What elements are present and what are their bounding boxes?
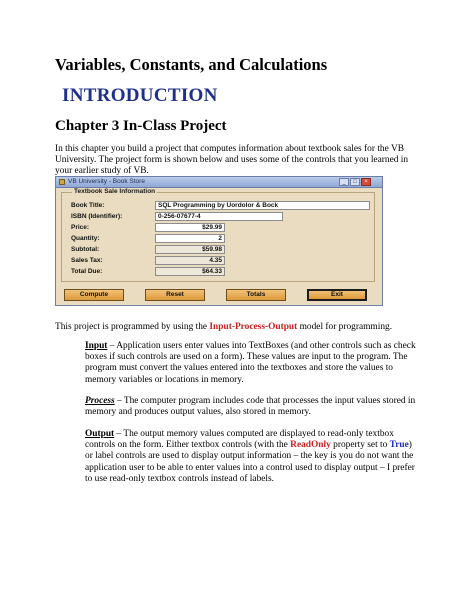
model-sentence bbox=[55, 322, 392, 333]
output-line2-pre: controls on the form. Either textbox controls (with the bbox=[85, 440, 291, 451]
readonly-keyword: ReadOnly bbox=[290, 440, 331, 451]
process-paragraph bbox=[85, 396, 415, 418]
group-caption: Textbook Sale Information bbox=[74, 188, 156, 195]
output-term: Output bbox=[85, 429, 115, 439]
input-line: memory variables or locations in memory. bbox=[85, 374, 244, 385]
subtotal-label: Subtotal: bbox=[71, 246, 100, 253]
form-window-title: VB University - Book Store bbox=[68, 178, 145, 185]
compute-button: Compute bbox=[64, 289, 124, 301]
intro-line: University. The project form is shown below and uses some of the controls that you learned in bbox=[55, 155, 409, 166]
input-term: Input bbox=[85, 341, 108, 351]
process-line1-rest: – The computer program includes code that processes the input values stored in bbox=[114, 396, 416, 406]
output-line2-mid: property set to bbox=[330, 440, 390, 451]
output-line: application user to be able to enter values into a control used to display output – I prefer bbox=[85, 462, 415, 473]
output-line1-rest: – The output memory values computed are displayed to read-only textbox bbox=[114, 429, 394, 439]
price-textbox: $29.99 bbox=[155, 223, 225, 232]
model-pre: This project is programmed by using the bbox=[55, 322, 210, 332]
price-label: Price: bbox=[71, 224, 90, 231]
isbn-textbox: 0-256-07677-4 bbox=[155, 212, 283, 221]
intro-paragraph bbox=[55, 144, 430, 178]
model-post: model for programming. bbox=[297, 322, 393, 332]
quantity-label: Quantity: bbox=[71, 235, 100, 242]
isbn-label: ISBN (Identifier): bbox=[71, 213, 123, 220]
total-due-label: Total Due: bbox=[71, 268, 103, 275]
sales-tax-label: Sales Tax: bbox=[71, 257, 103, 264]
document-heading: Variables, Constants, and Calculations bbox=[55, 55, 328, 74]
maximize-icon: □ bbox=[350, 178, 360, 186]
book-title-textbox: SQL Programming by Uordolor & Bock bbox=[155, 201, 370, 210]
output-line bbox=[85, 440, 415, 451]
output-line bbox=[85, 429, 415, 440]
model-line bbox=[55, 322, 392, 333]
output-paragraph bbox=[85, 429, 415, 485]
book-title-label: Book Title: bbox=[71, 202, 105, 209]
intro-line: In this chapter you build a project that computes information about textbook sales for the VB bbox=[55, 144, 404, 154]
input-paragraph bbox=[85, 341, 416, 386]
input-line1-rest: – Application users enter values into TextBoxes (and other controls such as check bbox=[107, 341, 416, 351]
model-term: Input-Process-Output bbox=[209, 322, 298, 332]
output-line: or label controls are used to display output information – the key is you do not want the bbox=[85, 451, 414, 462]
subtotal-textbox: $59.98 bbox=[155, 245, 225, 254]
process-line bbox=[85, 396, 415, 407]
totals-button: Totals bbox=[226, 289, 286, 301]
process-line: memory and produces output values, also stored in memory. bbox=[85, 407, 311, 418]
form-title-bar bbox=[56, 177, 382, 188]
close-icon: × bbox=[361, 178, 371, 186]
exit-button: Exit bbox=[307, 289, 367, 301]
input-line: boxes if such controls are used on a form). These values are input to the program. The bbox=[85, 352, 408, 363]
app-icon bbox=[59, 179, 65, 185]
reset-button: Reset bbox=[145, 289, 205, 301]
output-line2-post: ) bbox=[408, 440, 412, 451]
output-line: to use read-only textbox controls instead of labels. bbox=[85, 473, 275, 484]
total-due-textbox: $64.33 bbox=[155, 267, 225, 276]
input-line bbox=[85, 341, 416, 352]
process-term: Process bbox=[85, 396, 115, 406]
sales-tax-textbox: 4.35 bbox=[155, 256, 225, 265]
quantity-textbox: 2 bbox=[155, 234, 225, 243]
true-keyword: True bbox=[389, 440, 409, 451]
section-heading: INTRODUCTION bbox=[62, 85, 218, 106]
intro-line: your earlier study of VB. bbox=[55, 166, 149, 177]
minimize-icon: _ bbox=[339, 178, 349, 186]
textbook-sale-group bbox=[61, 188, 375, 282]
input-line: program must convert the values entered into the textboxes and store the values to bbox=[85, 363, 393, 374]
chapter-heading: Chapter 3 In-Class Project bbox=[55, 118, 227, 134]
project-form-screenshot bbox=[55, 176, 383, 306]
